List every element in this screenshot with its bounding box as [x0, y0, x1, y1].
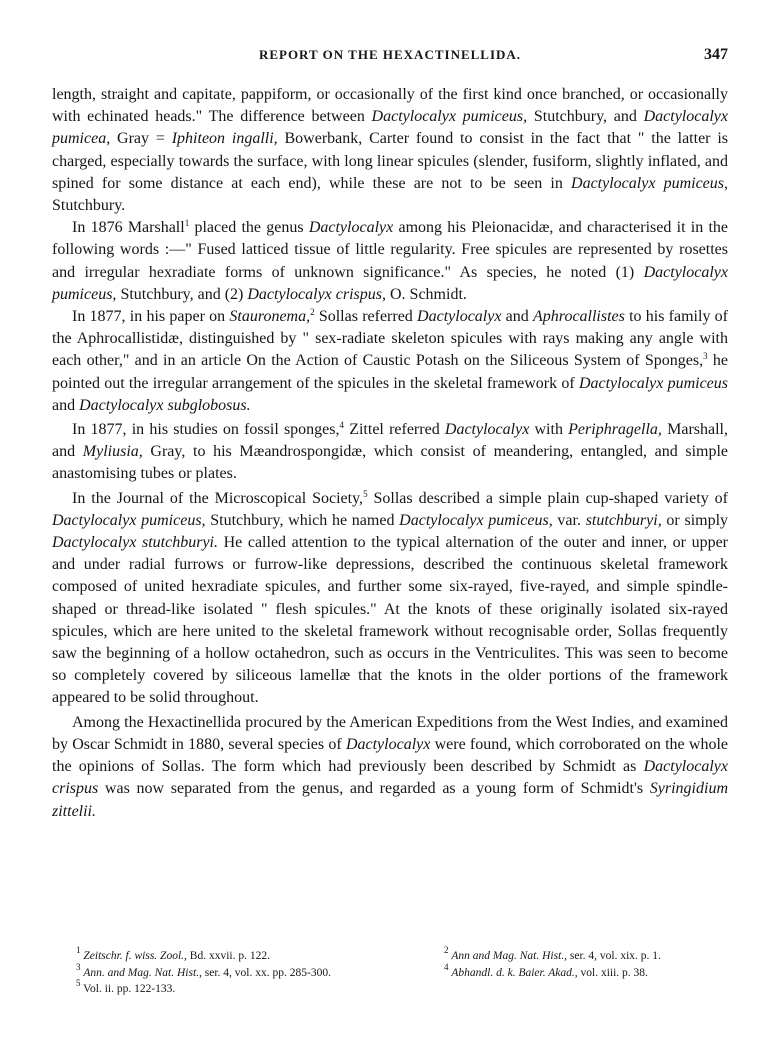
text-run: Stutchbury, and (2) [116, 285, 248, 303]
footnote-ref: 3 [703, 351, 708, 362]
italic-text: Dactylocalyx [345, 735, 431, 753]
text-run: vol. xiii. p. 38. [577, 966, 648, 979]
text-run: Stutchbury, which he named [205, 511, 400, 529]
paragraph [52, 488, 728, 710]
italic-text: Dactylocalyx pumiceus, [52, 511, 206, 529]
running-head [52, 40, 728, 70]
paragraph [52, 306, 728, 417]
italic-text: Dactylocalyx subglobosus. [79, 396, 251, 414]
page-number: 347 [704, 46, 728, 63]
text-run: Sollas referred [314, 308, 418, 326]
text-run: In the Journal of the Microscopical Society, [72, 489, 364, 507]
paragraph [52, 84, 728, 217]
text-run: with [529, 421, 569, 439]
footnote-row [76, 945, 728, 965]
italic-text: Dactylocalyx [308, 219, 394, 237]
italic-text: Stauronema, [229, 308, 311, 326]
text-run: var. [552, 511, 586, 529]
text-run: Gray, to his Mæandrospongidæ, which consist of meandering, entangled, and simple anastomising tubes or plates. [52, 443, 729, 483]
text-run: Bowerbank, Carter found to consist in the fact that " the latter is charged, especially towards the surface, with long linear spicules (slender, fusiform, slightly inflated, and spined for some distance at each end), while these are not to be seen in [52, 130, 729, 192]
body-text [52, 84, 728, 823]
footnote [76, 961, 444, 982]
text-run: In 1877, in his paper on [72, 308, 230, 326]
italic-text: stutchburyi, [585, 511, 662, 529]
text-run: O. Schmidt. [386, 285, 467, 303]
italic-text: Zeitschr. f. wiss. Zool., [83, 950, 187, 962]
italic-text: Syringidium zittelii. [52, 780, 728, 820]
footnote-ref: 4 [339, 420, 345, 431]
text-run: Among the Hexactinellida procured by the American Expeditions from the West Indies, and examined by Oscar Schmidt in 1880, several species of [52, 713, 728, 753]
footnote-number: 5 [76, 978, 81, 988]
footnotes [76, 945, 728, 998]
italic-text: Ann. and Mag. Nat. Hist., [83, 966, 202, 979]
italic-text: Dactylocalyx [417, 308, 502, 326]
italic-text: Abhandl. d. k. Baier. Akad., [451, 966, 578, 979]
footnote [76, 978, 444, 998]
text-run: Stutchbury. [52, 197, 126, 215]
text-run: he pointed out the irregular arrangement of the spicules in the skeletal framework of [52, 352, 728, 392]
text-run: Vol. ii. pp. 122-133. [83, 983, 176, 995]
italic-text: Aphrocallistes [533, 308, 625, 326]
italic-text: Dactylocalyx pumiceus, [52, 263, 728, 303]
text-run: ser. 4, vol. xix. p. 1. [567, 950, 661, 962]
italic-text: Dactylocalyx crispus, [247, 285, 386, 303]
footnote-ref: 5 [363, 488, 368, 499]
text-run: and [52, 396, 80, 414]
text-run: or simply [661, 511, 729, 529]
text-run: Sollas described a simple plain cup-shaped variety of [367, 489, 728, 507]
footnote-ref: 1 [184, 218, 190, 229]
text-run: among his Pleionacidæ, and characterised it in the following words :—" Fused latticed tissue of little regularity. Free spicules are represented by rosettes and irregular hexradiate forms of unknown significance." As species, he noted (1) [52, 219, 729, 281]
text-run: In 1877, in his studies on fossil sponges, [72, 421, 340, 439]
text-run: Gray = [110, 130, 172, 148]
italic-text: Dactylocalyx pumiceus, [371, 108, 528, 126]
text-run: Zittel referred [344, 421, 445, 439]
italic-text: Dactylocalyx pumiceus, [571, 174, 728, 192]
text-run: and [501, 308, 534, 326]
italic-text: Dactylocalyx stutchburyi. [52, 534, 218, 552]
text-run: ser. 4, vol. xx. pp. 285-300. [201, 966, 331, 979]
text-run: length, straight and capitate, pappiform, or occasionally of the first kind once branched, or occasionally with echinated heads." The difference between [52, 86, 728, 126]
footnote-number: 3 [76, 961, 81, 972]
text-run: were found, which corroborated on the whole the opinions of Sollas. The form which had previously been described by Schmidt as [52, 735, 728, 776]
italic-text: Dactylocalyx crispus [52, 758, 728, 798]
text-run: He called attention to the typical alternation of the outer and inner, or upper and under radial furrows or furrow-like depressions, described the continuous skeletal framework composed of united hexradiate spicules, and further some six-rayed, five-rayed, and simple spindle-shaped or thread-like isolated " flesh spicules." At the knots of these originally isolated six-rayed spicules, which are here united to the skeletal framework without recognisable order, Sollas frequently saw the beginning of a hollow octahedron, such as occurs in the Ventriculites. This was seen to become so completely covered by siliceous lamellæ that the knots in the older portions of the framework appeared to be solid throughout. [52, 534, 729, 707]
footnote-row [76, 978, 728, 998]
paragraph [52, 712, 728, 823]
running-head-title: REPORT ON THE HEXACTINELLIDA. [258, 47, 522, 62]
italic-text: Periphragella, [568, 421, 662, 439]
italic-text: Dactylocalyx [444, 421, 530, 439]
footnote-number: 2 [444, 945, 449, 955]
italic-text: Dactylocalyx pumiceus, [399, 511, 553, 529]
italic-text: Iphiteon ingalli, [171, 130, 278, 148]
footnote [444, 945, 661, 965]
footnote [76, 945, 444, 965]
footnote-number: 1 [76, 945, 81, 955]
paragraph [52, 419, 728, 486]
footnote-row [76, 961, 728, 982]
text-run: Bd. xxvii. p. 122. [186, 950, 270, 962]
footnote [444, 961, 648, 982]
paragraph [52, 217, 728, 306]
footnote-number: 4 [444, 961, 449, 972]
text-run: Marshall, and [52, 421, 728, 461]
italic-text: Ann and Mag. Nat. Hist., [451, 950, 568, 962]
italic-text: Dactylocalyx pumicea, [52, 108, 728, 148]
footnote-ref: 2 [310, 307, 315, 318]
text-run: to his family of the Aphrocallistidæ, distinguished by " sex-radiate skeleton spicules with rays making any angle with each other," and in an article On the Action of Caustic Potash on the Siliceous System of Sponges, [52, 308, 729, 370]
text-run: Stutchbury, and [527, 108, 644, 126]
text-run: was now separated from the genus, and regarded as a young form of Schmidt's [98, 780, 650, 798]
italic-text: Dactylocalyx pumiceus [578, 374, 729, 392]
italic-text: Myliusia, [82, 443, 143, 461]
text-run: placed the genus [189, 219, 309, 237]
text-run: In 1876 Marshall [72, 219, 185, 237]
